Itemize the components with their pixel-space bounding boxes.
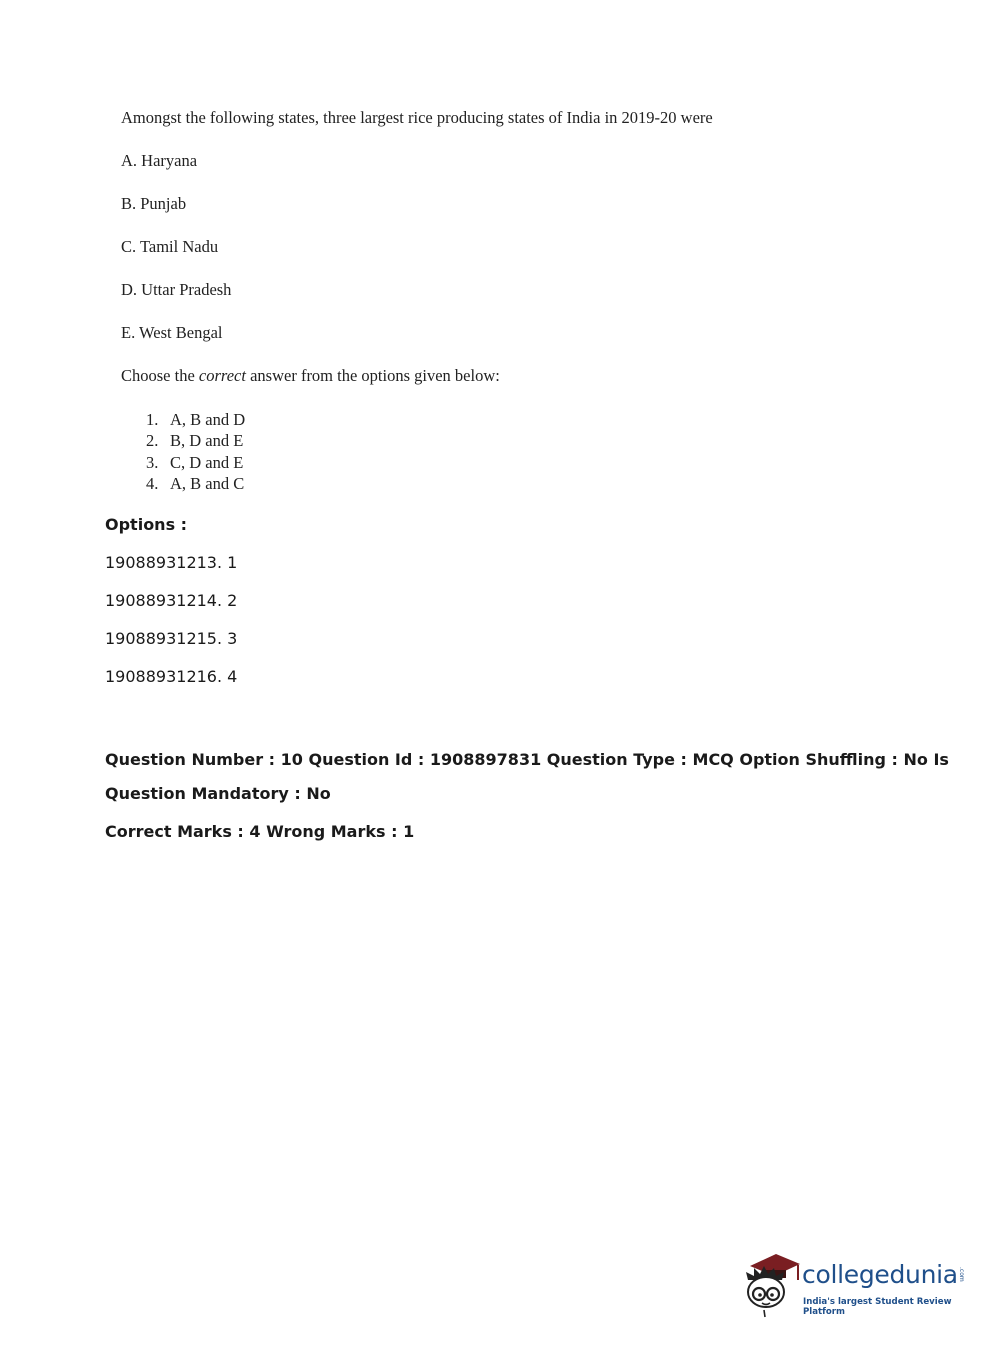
question-stem: Amongst the following states, three largest rice producing states of India in 2019-20 were: [121, 108, 713, 127]
choice-number: 1.: [146, 410, 159, 429]
choice-number: 4.: [146, 474, 159, 493]
instruction: [121, 366, 500, 386]
logo-wordmark: collegedunia: [802, 1260, 958, 1289]
statement-e: E. West Bengal: [121, 323, 223, 342]
choice-3: [146, 453, 243, 473]
option-item-4: 19088931216. 4: [105, 667, 238, 686]
logo-tagline: India's largest Student Review Platform: [803, 1297, 952, 1317]
collegedunia-logo: [742, 1250, 972, 1320]
choice-number: 3.: [146, 453, 159, 472]
options-heading: Options :: [105, 515, 188, 534]
logo-suffix: .com: [958, 1267, 965, 1282]
choice-2: [146, 431, 243, 451]
statement-c: C. Tamil Nadu: [121, 237, 219, 256]
choice-number: 2.: [146, 431, 159, 450]
choice-text: A, B and C: [170, 474, 245, 493]
mascot-icon: [742, 1250, 802, 1320]
choice-text: A, B and D: [170, 410, 246, 429]
statement-d: D. Uttar Pradesh: [121, 280, 232, 299]
option-item-3: 19088931215. 3: [105, 629, 238, 648]
instruction-em: correct: [198, 366, 246, 385]
question-meta-line3: Correct Marks : 4 Wrong Marks : 1: [105, 822, 415, 841]
choice-text: B, D and E: [170, 431, 244, 450]
question-meta-line2: Question Mandatory : No: [105, 784, 331, 803]
choice-text: C, D and E: [170, 453, 244, 472]
option-item-1: 19088931213. 1: [105, 553, 238, 572]
option-item-2: 19088931214. 2: [105, 591, 238, 610]
statement-a: A. Haryana: [121, 151, 198, 170]
statement-b: B. Punjab: [121, 194, 187, 213]
instruction-post: answer from the options given below:: [245, 366, 500, 385]
choice-4: [146, 474, 244, 494]
choice-1: [146, 410, 245, 430]
instruction-pre: Choose the: [121, 366, 199, 385]
question-meta-line1: Question Number : 10 Question Id : 1908897831 Question Type : MCQ Option Shuffling : No Is: [105, 750, 949, 769]
